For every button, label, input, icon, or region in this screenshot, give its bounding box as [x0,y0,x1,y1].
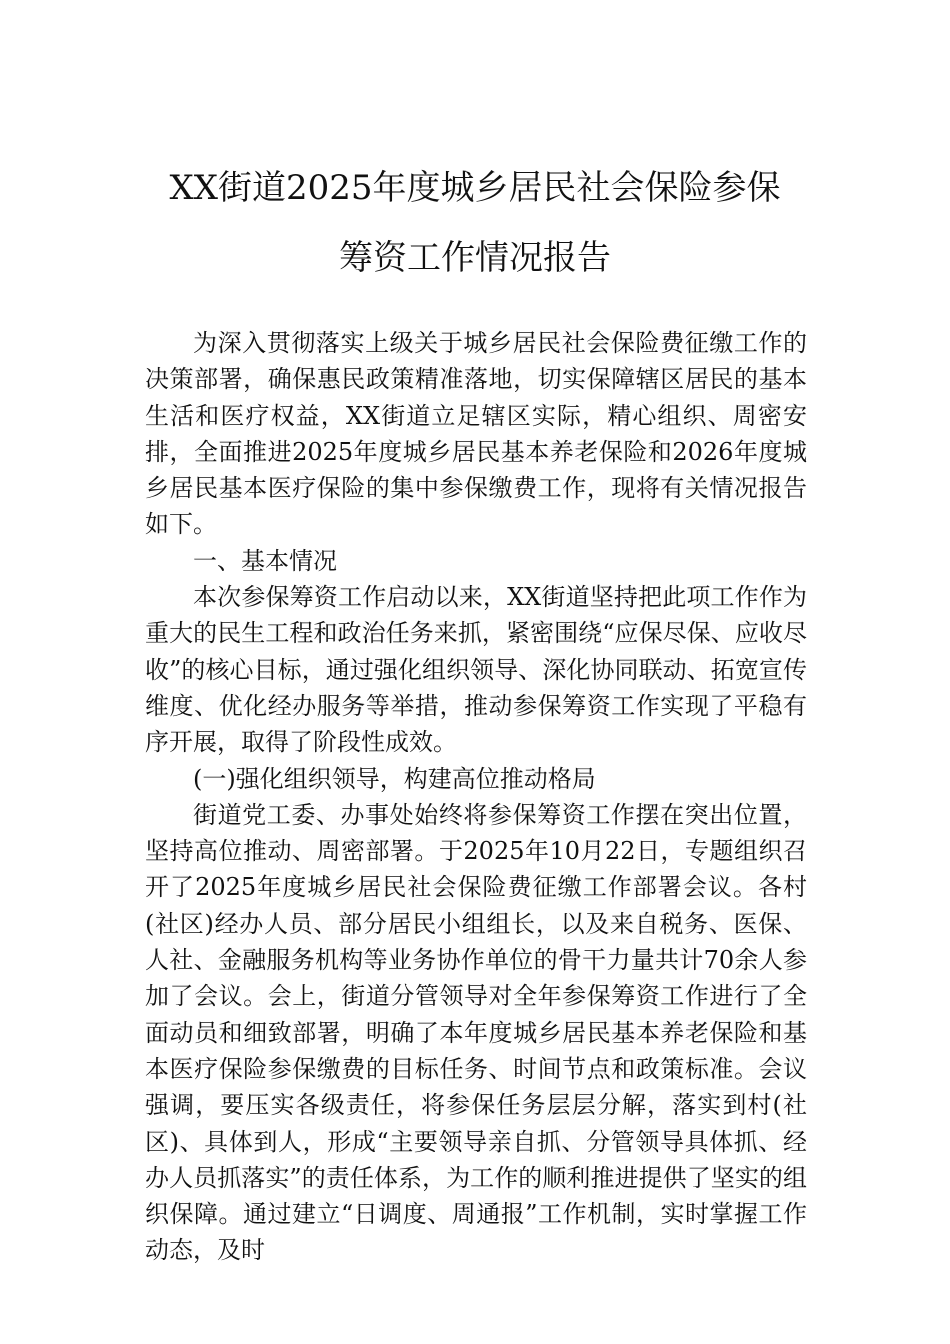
document-title-line-2: 筹资工作情况报告 [339,238,611,278]
document-title-line-1: XX街道2025年度城乡居民社会保险参保 [169,168,781,208]
organization-paragraph: 街道党工委、办事处始终将参保筹资工作摆在突出位置，坚持高位推动、周密部署。于2025年10月22日，专题组织召开了2025年度城乡居民社会保险费征缴工作部署会议。各村(社区)经办人员、部分居民小组组长，以及来自税务、医保、人社、金融服务机构等业务协作单位的骨干力量共计70余人参加了会议。会上，街道分管领导对全年参保筹资工作进行了全面动员和细致部署，明确了本年度城乡居民基本养老保险和基本医疗保险参保缴费的目标任务、时间节点和政策标准。会议强调，要压实各级责任，将参保任务层层分解，落实到村(社区)、具体到人，形成“主要领导亲自抓、分管领导具体抓、经办人员抓落实”的责任体系，为工作的顺利推进提供了坚实的组织保障。通过建立“日调度、周通报”工作机制，实时掌握工作动态，及时 [145,800,807,1265]
subsection-heading-organization: (一)强化组织领导，构建高位推动格局 [193,764,596,793]
document-body [145,325,807,1269]
section-heading-basic-situation: 一、基本情况 [193,546,337,575]
intro-paragraph: 为深入贯彻落实上级关于城乡居民社会保险费征缴工作的决策部署，确保惠民政策精准落地，切实保障辖区居民的基本生活和医疗权益，XX街道立足辖区实际，精心组织、周密安排，全面推进2025年度城乡居民基本养老保险和2026年度城乡居民基本医疗保险的集中参保缴费工作，现将有关情况报告如下。 [145,329,807,539]
overview-paragraph: 本次参保筹资工作启动以来，XX街道坚持把此项工作作为重大的民生工程和政治任务来抓，紧密围绕“应保尽保、应收尽收”的核心目标，通过强化组织领导、深化协同联动、拓宽宣传维度、优化经办服务等举措，推动参保筹资工作实现了平稳有序开展，取得了阶段性成效。 [145,583,807,757]
